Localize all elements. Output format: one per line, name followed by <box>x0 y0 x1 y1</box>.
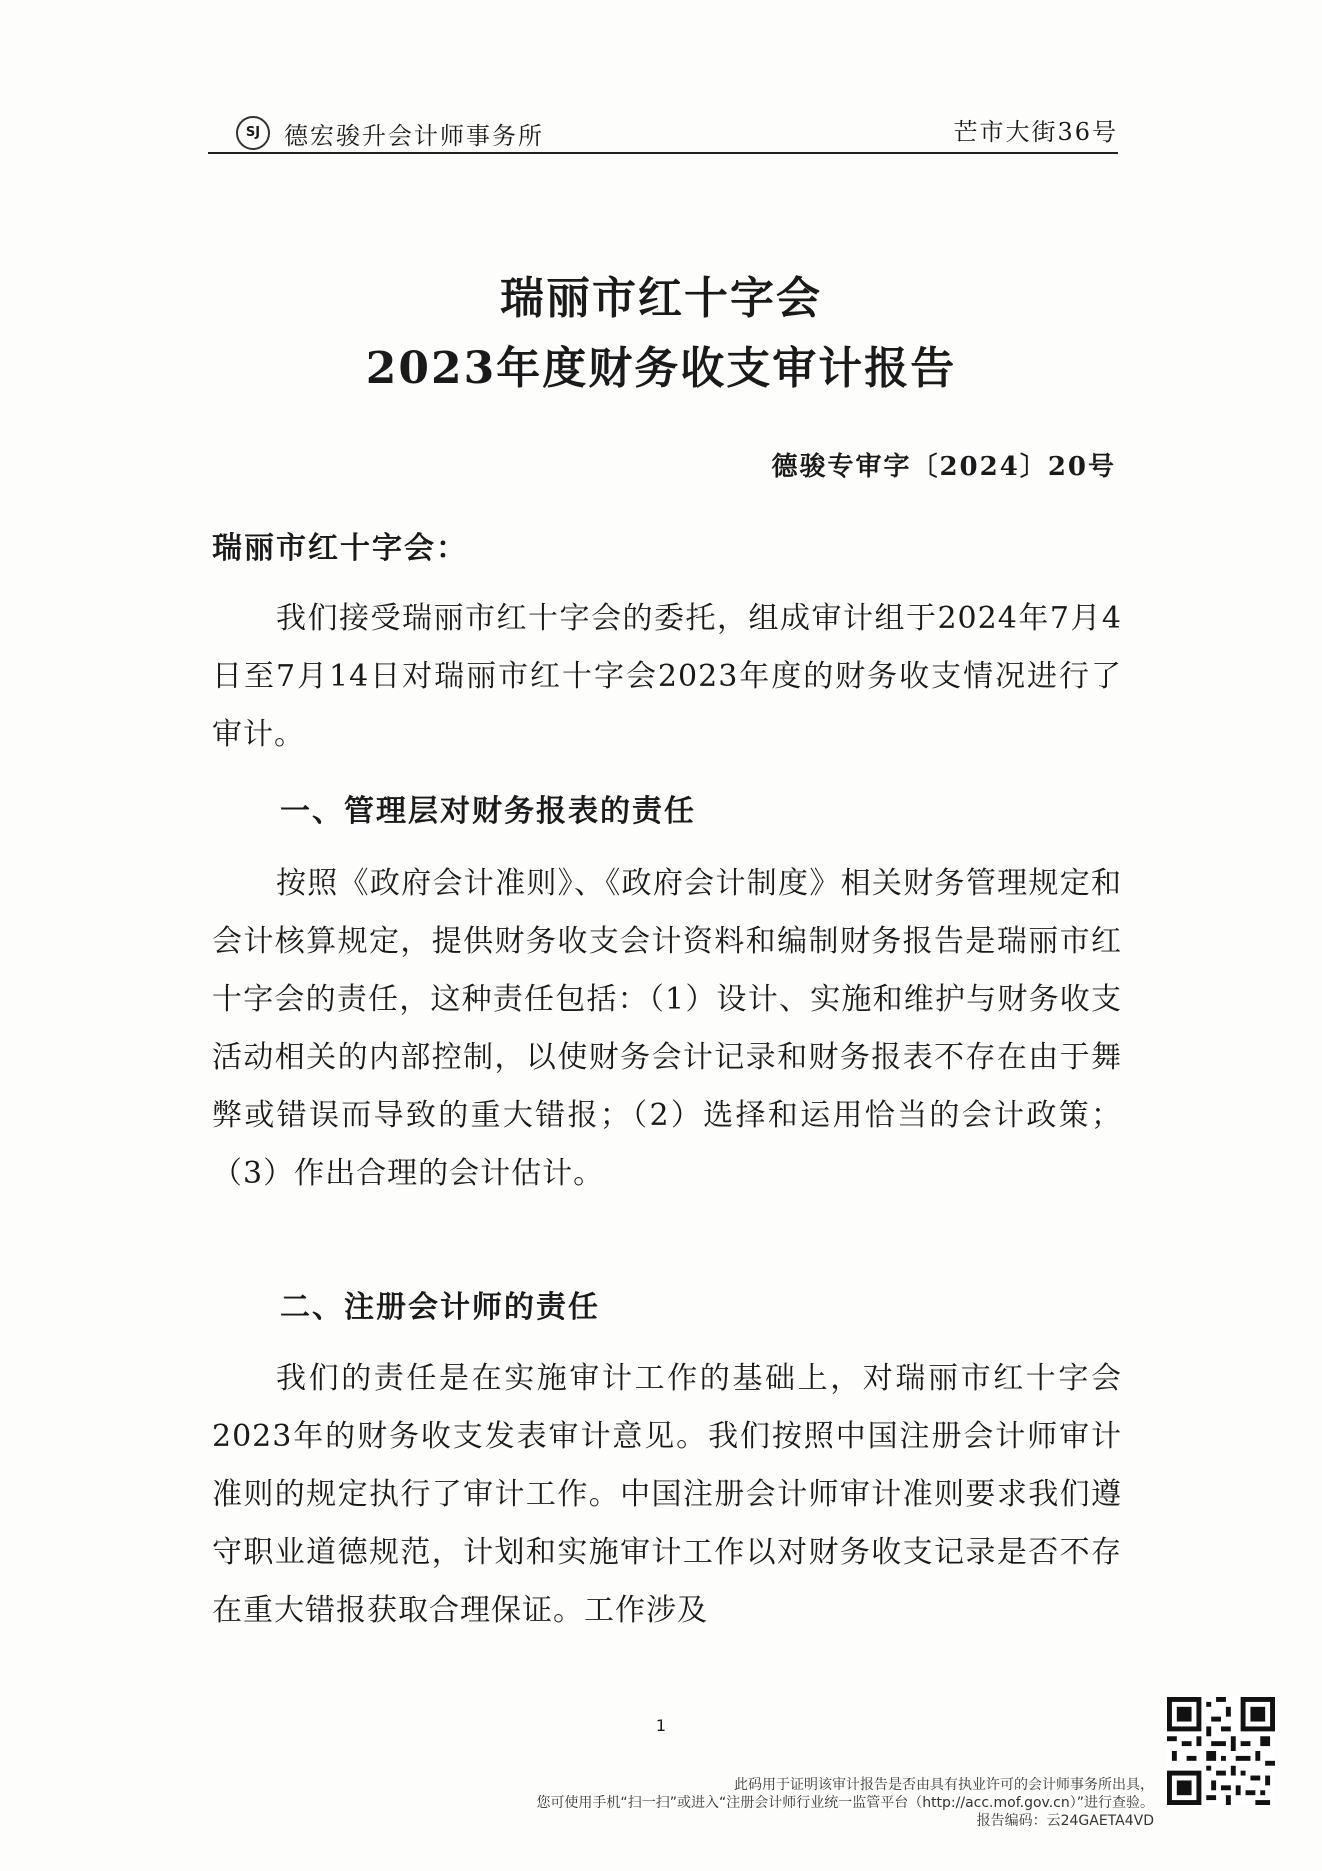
firm-address: 芒市大街36号 <box>953 118 1118 146</box>
report-title-line2: 2023年度财务收支审计报告 <box>365 343 957 394</box>
firm-logo: SJ <box>236 116 270 150</box>
header-rule <box>208 152 1118 154</box>
footer-verification-line1: 此码用于证明该审计报告是否由具有执业许可的会计师事务所出具， <box>734 1777 1154 1793</box>
section1-heading: 一、管理层对财务报表的责任 <box>280 794 696 829</box>
intro-paragraph: 我们接受瑞丽市红十字会的委托，组成审计组于2024年7月4日至7月14日对瑞丽市红十字会2023年度的财务收支情况进行了审计。 <box>212 601 1122 752</box>
firm-name: 德宏骏升会计师事务所 <box>284 122 544 150</box>
document-number: 德骏专审字〔2024〕20号 <box>771 452 1116 482</box>
report-title-line1: 瑞丽市红十字会 <box>500 273 822 324</box>
section1-body: 按照《政府会计准则》、《政府会计制度》相关财务管理规定和会计核算规定，提供财务收支会计资料和编制财务报告是瑞丽市红十字会的责任，这种责任包括：（1）设计、实施和维护与财务收支活动相关的内部控制，以使财务会计记录和财务报表不存在由于舞弊或错误而导致的重大错报；（2）选择和运用恰当的会计政策；（3）作出合理的会计估计。 <box>212 866 1122 1191</box>
footer-verification-line2: 您可使用手机“扫一扫”或进入“注册会计师行业统一监管平台（http://acc.mof.gov.cn）”进行查验。 <box>536 1795 1154 1811</box>
letterhead <box>208 108 1118 150</box>
verification-qr-code[interactable] <box>1166 1697 1276 1805</box>
page-number: 1 <box>655 1716 667 1735</box>
addressee: 瑞丽市红十字会： <box>212 531 468 566</box>
section2-heading: 二、注册会计师的责任 <box>280 1290 600 1325</box>
footer-report-code: 报告编码：云24GAETA4VD <box>976 1813 1154 1829</box>
section2-body: 我们的责任是在实施审计工作的基础上，对瑞丽市红十字会2023年的财务收支发表审计意见。我们按照中国注册会计师审计准则的规定执行了审计工作。中国注册会计师审计准则要求我们遵守职业道德规范，计划和实施审计工作以对财务收支记录是否不存在重大错报获取合理保证。工作涉及 <box>212 1361 1122 1628</box>
